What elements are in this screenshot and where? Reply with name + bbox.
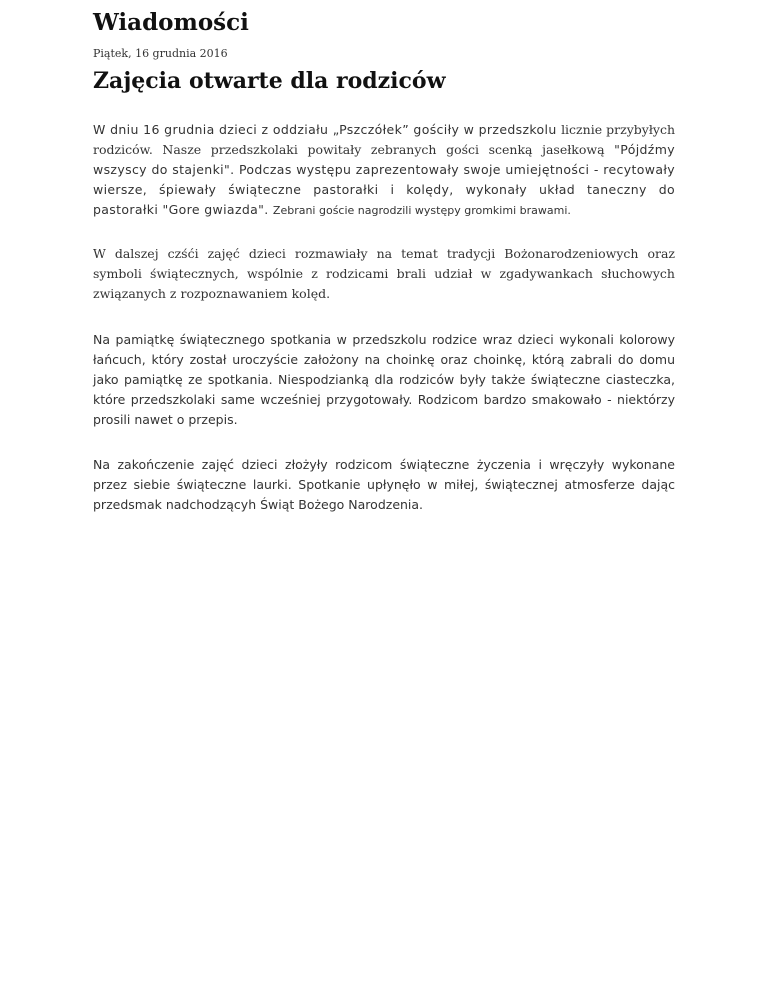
paragraph-2: W dalszej czśći zajęć dzieci rozmawiały na temat tradycji Bożonarodzeniowych oraz symboli świątecznych, wspólnie z rodzicami brali udział w zgadywankach słuchowych związanych z rozpoznawaniem kolęd. [93, 246, 675, 301]
paragraph-3: Na pamiątkę świątecznego spotkania w przedszkolu rodzice wraz dzieci wykonali kolorowy łańcuch, który został uroczyście założony na choinkę oraz choinkę, którą zabrali do domu jako pamiątkę ze spotkania. Niespodzianką dla rodziców były także świąteczne ciasteczka, które przedszkolaki same wcześniej przygotowały. Rodzicom bardzo smakowało - niektórzy prosili nawet o przepis. [93, 332, 675, 427]
paragraph-1-part-c: "Pójdźmy wszyscy do stajenki". Podczas występu zaprezentowały swoje umiejętności - recytowały wiersze, śpiewały świąteczne pastorałki i kolędy, wykonały układ taneczny do pastorałki "Gore gwiazda". [93, 142, 675, 217]
post-date: Piątek, 16 grudnia 2016 [93, 47, 228, 60]
post-title: Zajęcia otwarte dla rodziców [93, 68, 446, 94]
paragraph-1 [93, 120, 675, 221]
article-page [93, 0, 675, 515]
paragraph-1-part-b: licznie przybyłych rodziców. Nasze przedszkolaki powitały zebranych gości scenką jasełkową [93, 122, 675, 157]
paragraph-1-part-d: Zebrani goście nagrodzili występy gromkimi brawami. [272, 204, 571, 217]
paragraph-4: Na zakończenie zajęć dzieci złożyły rodzicom świąteczne życzenia i wręczyły wykonane przez siebie świąteczne laurki. Spotkanie upłynęło w miłej, świątecznej atmosferze dając przedsmak nadchodzącyh Świąt Bożego Narodzenia. [93, 457, 675, 512]
site-title: Wiadomości [93, 9, 249, 36]
paragraph-1-part-a: W dniu 16 grudnia dzieci z oddziału „Pszczółek” gościły w przedszkolu [93, 122, 562, 137]
